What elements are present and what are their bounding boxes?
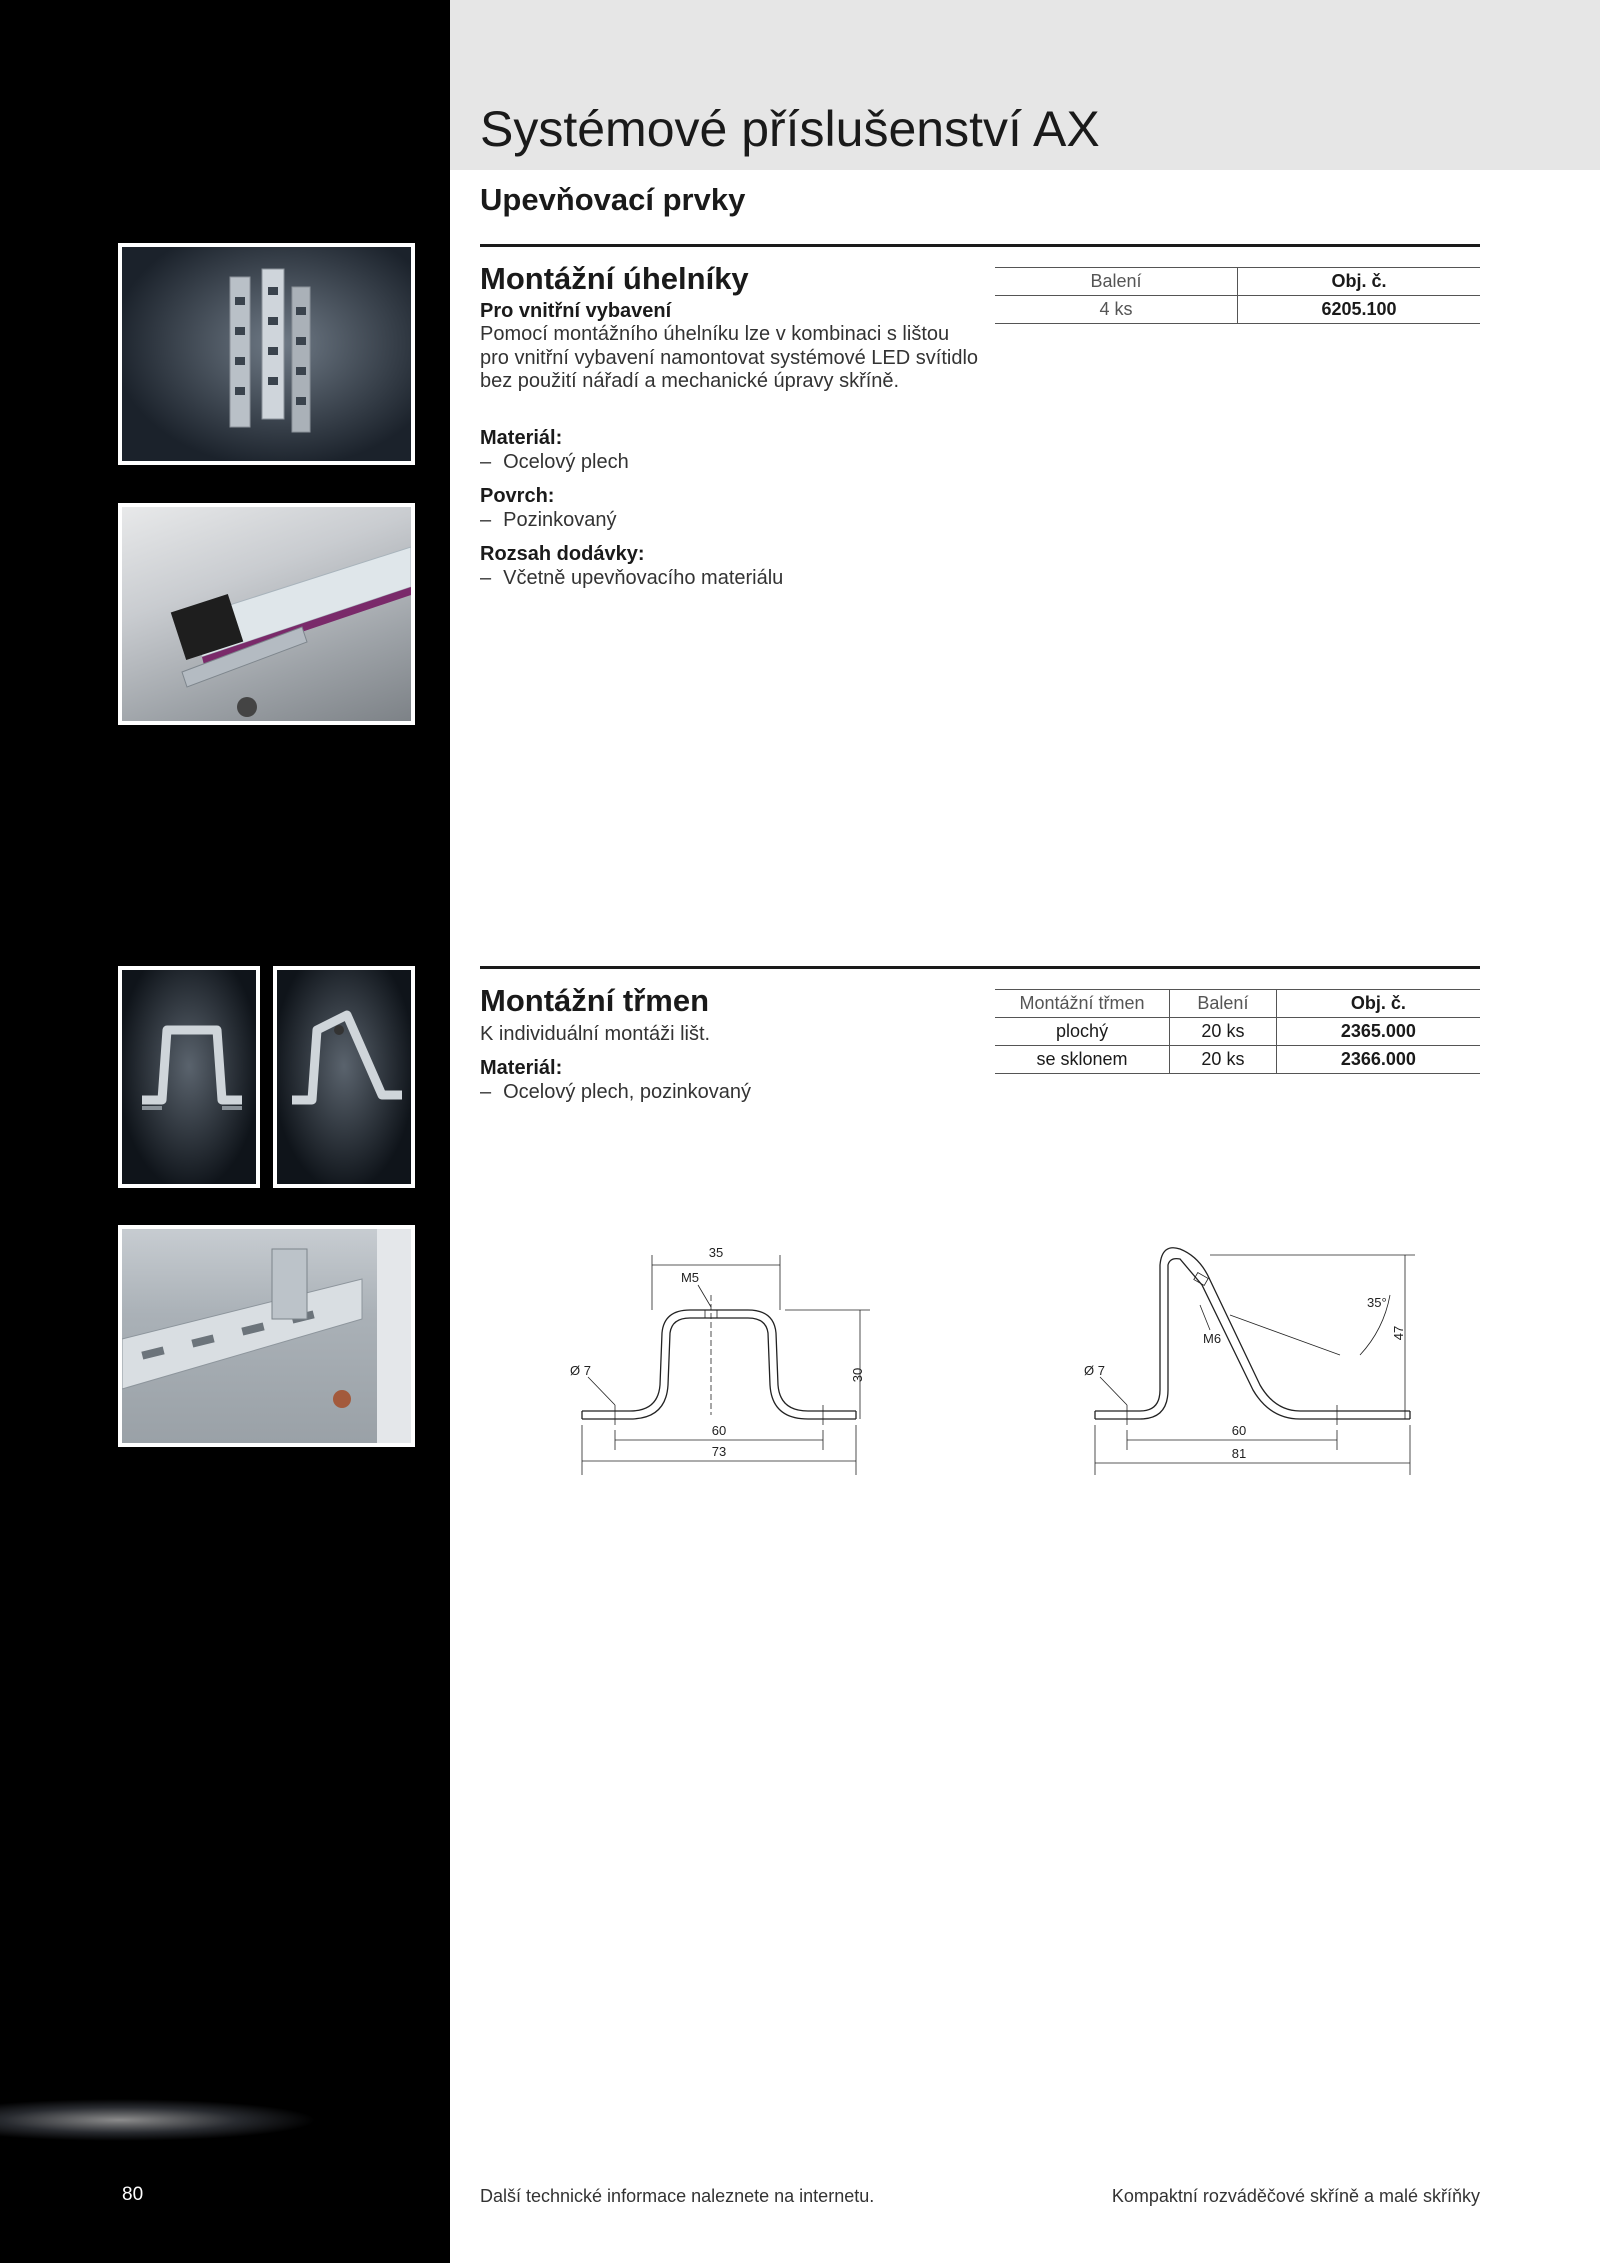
- table-row: [995, 296, 1480, 324]
- footer-catalog-title: Kompaktní rozváděčové skříně a malé skříňky: [1111, 2186, 1480, 2206]
- height-label: 47: [1391, 1325, 1406, 1341]
- table-cell: plochý: [995, 1018, 1170, 1046]
- inner-width-label: 60: [711, 1423, 727, 1438]
- product-photo-bracket-flat: [118, 966, 260, 1188]
- product-photo-bracket-sloped: [273, 966, 415, 1188]
- thread-label: M6: [1203, 1331, 1222, 1346]
- outer-width-label: 73: [711, 1444, 727, 1459]
- table-cell: 4 ks: [995, 296, 1238, 324]
- table-header: Balení: [1170, 990, 1277, 1018]
- angle-label: 35°: [1367, 1295, 1387, 1310]
- product1-scope-value: – Včetně upevňovacího materiálu: [480, 567, 784, 589]
- inner-width-label: 60: [1231, 1423, 1247, 1438]
- product1-description: Pomocí montážního úhelníku lze v kombinaci s lištou pro vnitřní vybavení namontovat systémové LED svítidlo bez použití nářadí a mechanické úpravy skříně.: [480, 323, 979, 392]
- table-cell: 20 ks: [1170, 1046, 1277, 1074]
- table-header: Balení: [995, 268, 1238, 296]
- section-divider-1: [480, 244, 1480, 247]
- product1-material-label: Materiál:: [480, 427, 563, 449]
- product2-material-label: Materiál:: [480, 1057, 563, 1079]
- technical-drawing-sloped: [1060, 1235, 1440, 1475]
- table-cell: 2366.000: [1276, 1046, 1480, 1074]
- product1-surface-label: Povrch:: [480, 485, 555, 507]
- hole-label: Ø 7: [1084, 1363, 1105, 1378]
- outer-width-label: 81: [1231, 1446, 1247, 1461]
- product1-surface-value: – Pozinkovaný: [480, 509, 617, 531]
- technical-drawing-flat: [540, 1235, 900, 1475]
- product1-subtitle: Pro vnitřní vybavení: [480, 300, 672, 322]
- product1-scope-label: Rozsah dodávky:: [480, 543, 645, 565]
- thread-label: M5: [680, 1270, 700, 1285]
- dim-top-label: 35: [708, 1245, 724, 1260]
- table-header: Obj. č.: [1276, 990, 1480, 1018]
- table-cell: 2365.000: [1276, 1018, 1480, 1046]
- product2-order-table: [995, 989, 1480, 1074]
- product-photo-bracket: [118, 243, 415, 465]
- hole-label: Ø 7: [570, 1363, 591, 1378]
- footer-note: Další technické informace naleznete na internetu.: [480, 2186, 875, 2206]
- product1-order-table: [995, 267, 1480, 324]
- section-title: Upevňovací prvky: [480, 182, 746, 217]
- table-header: Obj. č.: [1238, 268, 1481, 296]
- product2-material-value: – Ocelový plech, pozinkovaný: [480, 1081, 752, 1103]
- product1-material-value: – Ocelový plech: [480, 451, 629, 473]
- product-photo-installed-bracket: [118, 503, 415, 725]
- product1-title: Montážní úhelníky: [480, 261, 749, 296]
- page-title: Systémové příslušenství AX: [480, 101, 1100, 157]
- height-label: 30: [850, 1367, 865, 1383]
- table-cell: 20 ks: [1170, 1018, 1277, 1046]
- sidebar-light-glow: [0, 2060, 450, 2180]
- page-number: 80: [122, 2184, 144, 2205]
- product2-description: K individuální montáži lišt.: [480, 1023, 711, 1045]
- table-header: Montážní třmen: [995, 990, 1170, 1018]
- table-cell: se sklonem: [995, 1046, 1170, 1074]
- table-cell: 6205.100: [1238, 296, 1481, 324]
- table-row: [995, 1046, 1480, 1074]
- product-photo-bracket-installed: [118, 1225, 415, 1447]
- section-divider-2: [480, 966, 1480, 969]
- table-row: [995, 1018, 1480, 1046]
- product2-title: Montážní třmen: [480, 983, 710, 1018]
